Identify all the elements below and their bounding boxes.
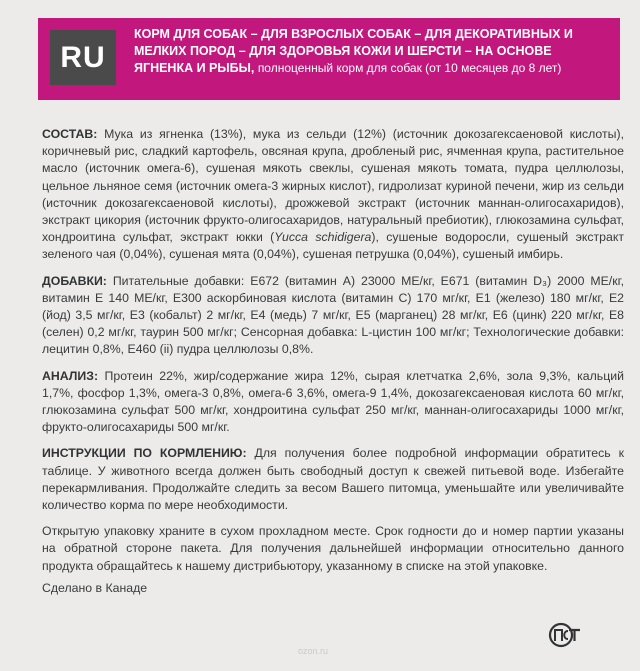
composition-section — [42, 126, 624, 264]
analysis-label: АНАЛИЗ: — [42, 368, 99, 383]
additives-label: ДОБАВКИ: — [42, 273, 107, 288]
pct-certification-mark-icon — [548, 621, 582, 649]
product-title-subtitle: полноценный корм для собак (от 10 месяцев до 8 лет) — [257, 61, 562, 75]
language-badge: RU — [50, 30, 116, 85]
origin-section — [42, 580, 624, 597]
composition-text-part2: ), сушеные водоросли, сушеный экстракт зеленого чая (0,04%), сушеная мята (0,04%), сушеная петрушка (0,04%), сушеный имбирь. — [42, 230, 624, 262]
storage-text: Открытую упаковку храните в сухом прохладном месте. Срок годности до и номер партии указаны на обратной стороне пакета. Для получения дальнейшей информации относительно данного продукта обращайтесь к нашему дистрибьютору, указанному в списке на этой упаковке. — [42, 524, 624, 573]
composition-italic-term: Yucca schidigera — [274, 230, 372, 245]
feeding-text: Для получения более подробной информации обратитесь к таблице. У животного всегда должен быть свободный доступ к свежей питьевой воде. Избегайте перекармливания. Продолжайте следить за весом Вашего питомца, уменьшайте или увеличивайте количество корма по мере необходимости. — [42, 446, 624, 513]
storage-section — [42, 523, 624, 575]
product-title — [134, 26, 612, 77]
product-header-banner — [38, 18, 620, 100]
label-content — [42, 126, 624, 606]
additives-text: Питательные добавки: Е672 (витамин А) 23000 МЕ/кг, Е671 (витамин D₃) 2000 МЕ/кг, витамин Е 140 МЕ/кг, Е300 аскорбиновая кислота (витамин С) 170 мг/кг, Е1 (железо) 180 мг/кг, Е2 (йод) 3,5 мг/кг, Е3 (кобальт) 2 мг/кг, Е4 (медь) 7 мг/кг, Е5 (марганец) 28 мг/кг, Е6 (цинк) 220 мг/кг, Е8 (селен) 0,2 мг/кг, таурин 500 мг/кг; Сенсорная добавка: L-цистин 100 мг/кг; Технологические добавки: лецитин 0,8%, Е460 (ii) пудра целлюлозы 0,8%. — [42, 273, 625, 357]
product-title-main: КОРМ ДЛЯ СОБАК – ДЛЯ ВЗРОСЛЫХ СОБАК – ДЛЯ ДЕКОРАТИВНЫХ И МЕЛКИХ ПОРОД – ДЛЯ ЗДОРОВЬЯ КОЖИ И ШЕРСТИ – НА ОСНОВЕ ЯГНЕНКА И РЫБЫ, — [134, 27, 573, 75]
watermark: ozon.ru — [298, 646, 329, 656]
composition-label: СОСТАВ: — [42, 127, 98, 141]
additives-section — [42, 273, 624, 359]
composition-text-part1: Мука из ягненка (13%), мука из сельди (12%) (источник докозагексаеновой кислоты), коричневый рис, сладкий картофель, овсяная крупа, дробленый рис, ячменная крупа, растительное масло (источник омега-6), сушеная мякоть свеклы, сушеная мякоть томата, пудра целлюлозы, цельное льняное семя (источник омега-3 жирных кислот), гидролизат куриной печени, жир из сельди (источник докозагексаеновой кислоты), дрожжевой экстракт (источник маннан-олигосахаридов), экстракт цикория (источник фрукто-олигосахаридов, натуральный пребиотик), глюкозамина сульфат, хондроитина сульфат, экстракт юкки ( — [42, 127, 624, 245]
analysis-section — [42, 368, 624, 437]
analysis-text: Протеин 22%, жир/содержание жира 12%, сырая клетчатка 2,6%, зола 9,3%, кальций 1,7%, фосфор 1,3%, омега-3 0,8%, омега-6 3,6%, омега-9 1,4%, докозагексаеновая кислота 60 мг/кг, глюкозамина сульфат 500 мг/кг, хондроитина сульфат 250 мг/кг, маннан-олигосахариды 1000 мг/кг, фрукто-олигосахариды 500 мг/кг. — [42, 368, 624, 435]
made-in-text: Сделано в Канаде — [42, 580, 148, 595]
feeding-section — [42, 445, 624, 514]
feeding-label: ИНСТРУКЦИИ ПО КОРМЛЕНИЮ: — [42, 446, 247, 461]
